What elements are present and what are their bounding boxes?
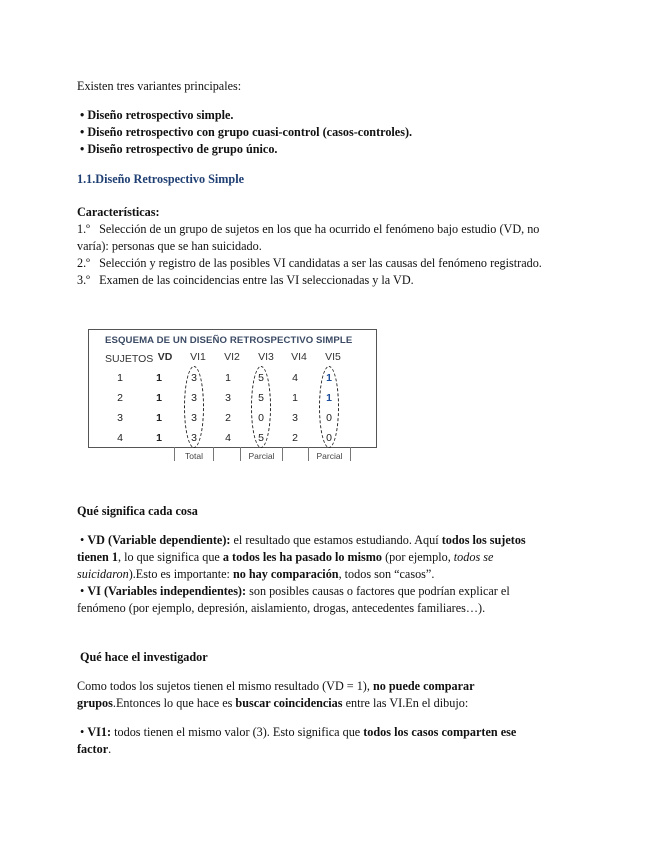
cell: 1 <box>117 372 123 384</box>
cell: 3 <box>191 412 197 424</box>
characteristic-item: 1.º Selección de un grupo de sujetos en los que ha ocurrido el fenómeno bajo estudio (VD, no <box>77 222 540 236</box>
list-item <box>80 107 233 124</box>
cell: 5 <box>258 392 264 404</box>
cell: 0 <box>326 432 332 444</box>
cell: 1 <box>156 372 162 384</box>
researcher-line1: Como todos los sujetos tienen el mismo resultado (VD = 1), no puede comparar <box>77 679 475 693</box>
section-heading: 1.1.Diseño Retrospectivo Simple <box>77 172 245 186</box>
vi1-line1: • VI1: todos tienen el mismo valor (3). Esto significa que todos los casos comparten ese <box>80 725 517 739</box>
bullet-marker: • <box>80 108 85 122</box>
header-vi4: VI4 <box>291 351 307 363</box>
summary-total: Total <box>185 451 203 461</box>
bullet-marker: • <box>80 142 85 156</box>
list-item <box>80 141 277 158</box>
cell: 3 <box>191 432 197 444</box>
cell: 3 <box>225 392 231 404</box>
characteristic-item: 3.º Examen de las coincidencias entre las VI seleccionadas y la VD. <box>77 273 414 287</box>
cell: 3 <box>191 392 197 404</box>
cell: 5 <box>258 432 264 444</box>
meaning-heading: Qué significa cada cosa <box>77 504 198 518</box>
header-vi5: VI5 <box>325 351 341 363</box>
vi1-line2: factor. <box>77 742 112 756</box>
cell: 1 <box>326 392 332 404</box>
cell: 1 <box>225 372 231 384</box>
cell: 1 <box>292 392 298 404</box>
header-vi3: VI3 <box>258 351 274 363</box>
summary-parcial: Parcial <box>248 451 275 461</box>
vd-paragraph-line2: tienen 1, lo que significa que a todos les ha pasado lo mismo (por ejemplo, todos se <box>77 550 494 564</box>
vi1-highlight-ellipse <box>184 366 204 448</box>
vi3-highlight-ellipse <box>251 366 271 448</box>
list-item <box>80 124 412 141</box>
vi-paragraph-line2: fenómeno (por ejemplo, depresión, aislamiento, drogas, antecedentes familiares…). <box>77 601 486 615</box>
cell: 5 <box>258 372 264 384</box>
vi5-highlight-ellipse <box>319 366 339 448</box>
cell: 3 <box>292 412 298 424</box>
retrospective-design-figure <box>88 329 377 448</box>
vd-paragraph-line3: suicidaron).Esto es importante: no hay comparación, todos son “casos”. <box>77 567 435 581</box>
header-vi1: VI1 <box>190 351 206 363</box>
cell: 1 <box>156 392 162 404</box>
cell: 0 <box>326 412 332 424</box>
researcher-heading: Qué hace el investigador <box>80 650 208 664</box>
bullet-text: Diseño retrospectivo de grupo único. <box>87 142 278 156</box>
characteristic-item: 2.º Selección y registro de las posibles VI candidatas a ser las causas del fenómeno registrado. <box>77 256 542 270</box>
vd-paragraph-line1: • VD (Variable dependiente): el resultado que estamos estudiando. Aquí todos los sujetos <box>80 533 526 547</box>
vi-paragraph-line1: • VI (Variables independientes): son posibles causas o factores que podrían explicar el <box>80 584 510 598</box>
characteristics-label: Características: <box>77 205 160 219</box>
characteristic-item-cont: varía): personas que se han suicidado. <box>77 239 262 253</box>
cell: 1 <box>326 372 332 384</box>
cell: 2 <box>117 392 123 404</box>
cell: 3 <box>191 372 197 384</box>
header-vd: VD <box>157 351 173 363</box>
researcher-line2: grupos.Entonces lo que hace es buscar coincidencias entre las VI.En el dibujo: <box>77 696 469 710</box>
cell: 4 <box>225 432 231 444</box>
bullet-text: Diseño retrospectivo con grupo cuasi-control (casos-controles). <box>87 125 413 139</box>
intro-text: Existen tres variantes principales: <box>77 79 242 93</box>
cell: 2 <box>292 432 298 444</box>
figure-title: ESQUEMA DE UN DISEÑO RETROSPECTIVO SIMPLE <box>105 335 353 346</box>
summary-parcial: Parcial <box>316 451 343 461</box>
cell: 0 <box>258 412 264 424</box>
cell: 2 <box>225 412 231 424</box>
cell: 4 <box>117 432 123 444</box>
header-sujetos: SUJETOS <box>105 353 154 365</box>
bullet-text: Diseño retrospectivo simple. <box>87 108 234 122</box>
cell: 1 <box>156 412 162 424</box>
cell: 1 <box>156 432 162 444</box>
cell: 4 <box>292 372 298 384</box>
header-vi2: VI2 <box>224 351 240 363</box>
bullet-marker: • <box>80 125 85 139</box>
cell: 3 <box>117 412 123 424</box>
